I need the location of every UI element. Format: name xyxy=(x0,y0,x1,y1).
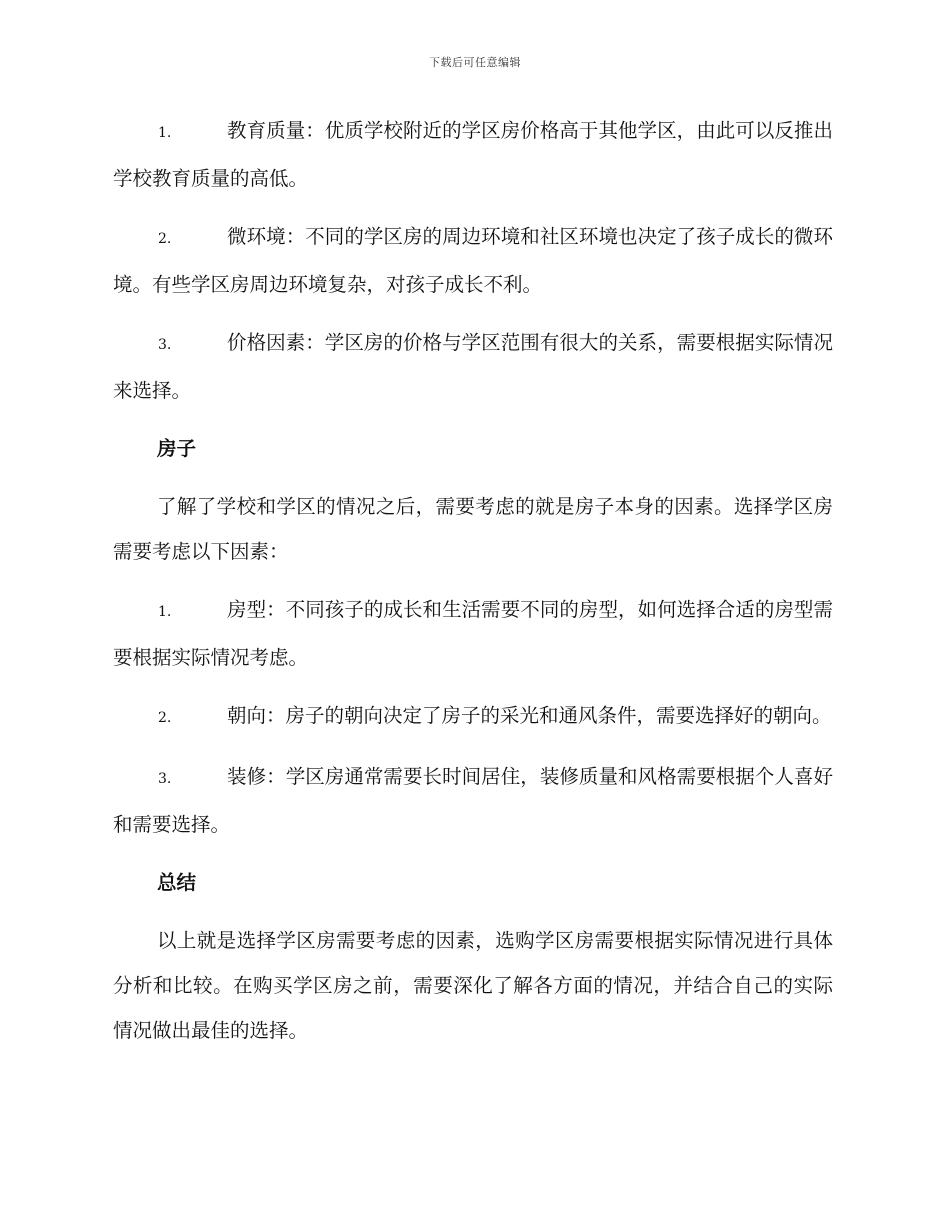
list-text: 教育质量：优质学校附近的学区房价格高于其他学区，由此可以反推出学校教育质量的高低。 xyxy=(113,119,833,190)
list-number: 2. xyxy=(158,231,172,247)
list-item xyxy=(113,320,833,413)
page-header: 下载后可任意编辑 xyxy=(429,56,521,69)
list-item xyxy=(113,754,833,847)
list-item xyxy=(113,108,833,201)
list-text: 装修：学区房通常需要长时间居住，装修质量和风格需要根据个人喜好和需要选择。 xyxy=(113,765,833,836)
list-number: 2. xyxy=(158,710,172,726)
paragraph-summary: 以上就是选择学区房需要考虑的因素，选购学区房需要根据实际情况进行具体分析和比较。在购买学区房之前，需要深化了解各方面的情况，并结合自己的实际情况做出最佳的选择。 xyxy=(113,929,833,1042)
list-number: 1. xyxy=(158,125,172,141)
list-item xyxy=(113,693,833,741)
section-heading-house: 房子 xyxy=(157,437,197,460)
list-text: 房型：不同孩子的成长和生活需要不同的房型，如何选择合适的房型需要根据实际情况考虑。 xyxy=(113,598,833,669)
list-number: 3. xyxy=(158,771,172,787)
paragraph-house: 了解了学校和学区的情况之后，需要考虑的就是房子本身的因素。选择学区房需要考虑以下因素： xyxy=(113,495,833,563)
list-item xyxy=(113,214,833,307)
list-item xyxy=(113,587,833,680)
section-heading-summary: 总结 xyxy=(157,871,197,894)
list-number: 1. xyxy=(158,604,172,620)
list-number: 3. xyxy=(158,337,172,353)
list-text: 微环境：不同的学区房的周边环境和社区环境也决定了孩子成长的微环境。有些学区房周边环境复杂，对孩子成长不利。 xyxy=(113,225,833,296)
document-body xyxy=(113,108,833,1066)
list-text: 朝向：房子的朝向决定了房子的采光和通风条件，需要选择好的朝向。 xyxy=(227,704,832,727)
list-text: 价格因素：学区房的价格与学区范围有很大的关系，需要根据实际情况来选择。 xyxy=(113,331,833,402)
